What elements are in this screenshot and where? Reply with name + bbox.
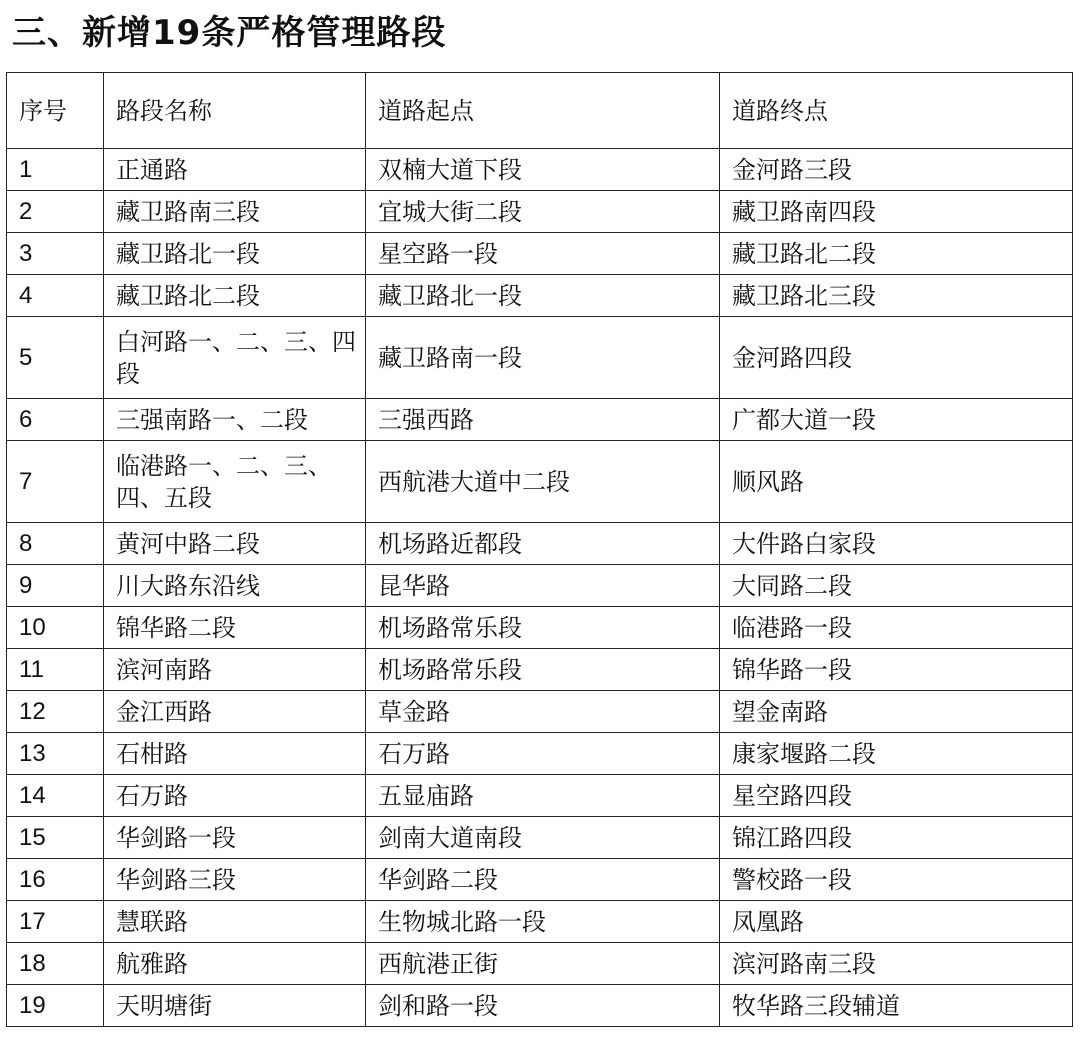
road-name: 石万路 [104, 775, 366, 817]
road-end: 锦华路一段 [720, 649, 1073, 691]
road-end: 锦江路四段 [720, 817, 1073, 859]
road-start: 生物城北路一段 [366, 901, 720, 943]
road-name: 华剑路一段 [104, 817, 366, 859]
page-title: 三、新增19条严格管理路段 [12, 13, 447, 53]
table-row [7, 441, 1073, 523]
road-name: 藏卫路北一段 [104, 233, 366, 275]
road-end: 藏卫路北二段 [720, 233, 1073, 275]
road-name: 白河路一、二、三、四段 [104, 317, 366, 399]
road-end: 临港路一段 [720, 607, 1073, 649]
road-name: 三强南路一、二段 [104, 399, 366, 441]
row-number: 18 [7, 943, 104, 985]
table-row [7, 317, 1073, 399]
road-name: 天明塘街 [104, 985, 366, 1027]
road-name: 华剑路三段 [104, 859, 366, 901]
row-number: 7 [7, 441, 104, 523]
header-end-point: 道路终点 [720, 73, 1073, 149]
row-number: 1 [7, 149, 104, 191]
table-row [7, 775, 1073, 817]
road-start: 双楠大道下段 [366, 149, 720, 191]
road-end: 警校路一段 [720, 859, 1073, 901]
table-row [7, 691, 1073, 733]
row-number: 3 [7, 233, 104, 275]
table-row [7, 943, 1073, 985]
road-end: 大件路白家段 [720, 523, 1073, 565]
row-number: 14 [7, 775, 104, 817]
row-number: 9 [7, 565, 104, 607]
road-end: 牧华路三段辅道 [720, 985, 1073, 1027]
road-name: 滨河南路 [104, 649, 366, 691]
road-start: 藏卫路南一段 [366, 317, 720, 399]
table-row [7, 399, 1073, 441]
road-end: 藏卫路北三段 [720, 275, 1073, 317]
header-number: 序号 [7, 73, 104, 149]
road-start: 西航港正街 [366, 943, 720, 985]
row-number: 5 [7, 317, 104, 399]
road-name: 藏卫路北二段 [104, 275, 366, 317]
road-end: 星空路四段 [720, 775, 1073, 817]
road-start: 华剑路二段 [366, 859, 720, 901]
road-end: 金河路四段 [720, 317, 1073, 399]
table-row [7, 523, 1073, 565]
row-number: 6 [7, 399, 104, 441]
table-row [7, 985, 1073, 1027]
road-end: 康家堰路二段 [720, 733, 1073, 775]
road-name: 临港路一、二、三、四、五段 [104, 441, 366, 523]
road-name: 川大路东沿线 [104, 565, 366, 607]
table-row [7, 275, 1073, 317]
road-start: 机场路常乐段 [366, 649, 720, 691]
table-header-row [7, 73, 1073, 149]
road-end: 大同路二段 [720, 565, 1073, 607]
road-end: 望金南路 [720, 691, 1073, 733]
road-start: 五显庙路 [366, 775, 720, 817]
table-row [7, 565, 1073, 607]
road-start: 机场路近都段 [366, 523, 720, 565]
road-start: 昆华路 [366, 565, 720, 607]
header-road-name: 路段名称 [104, 73, 366, 149]
road-start: 三强西路 [366, 399, 720, 441]
table-row [7, 191, 1073, 233]
road-start: 剑南大道南段 [366, 817, 720, 859]
row-number: 10 [7, 607, 104, 649]
row-number: 4 [7, 275, 104, 317]
table-row [7, 733, 1073, 775]
road-name: 黄河中路二段 [104, 523, 366, 565]
road-end: 滨河路南三段 [720, 943, 1073, 985]
row-number: 16 [7, 859, 104, 901]
road-name: 石柑路 [104, 733, 366, 775]
road-start: 草金路 [366, 691, 720, 733]
road-name: 航雅路 [104, 943, 366, 985]
road-name: 金江西路 [104, 691, 366, 733]
road-start: 机场路常乐段 [366, 607, 720, 649]
road-end: 凤凰路 [720, 901, 1073, 943]
road-start: 剑和路一段 [366, 985, 720, 1027]
table-row [7, 149, 1073, 191]
road-start: 藏卫路北一段 [366, 275, 720, 317]
row-number: 19 [7, 985, 104, 1027]
road-table [6, 72, 1073, 1027]
table-row [7, 901, 1073, 943]
road-start: 西航港大道中二段 [366, 441, 720, 523]
road-name: 藏卫路南三段 [104, 191, 366, 233]
road-start: 星空路一段 [366, 233, 720, 275]
row-number: 8 [7, 523, 104, 565]
road-end: 藏卫路南四段 [720, 191, 1073, 233]
road-end: 广都大道一段 [720, 399, 1073, 441]
road-end: 金河路三段 [720, 149, 1073, 191]
road-end: 顺风路 [720, 441, 1073, 523]
table-row [7, 859, 1073, 901]
row-number: 12 [7, 691, 104, 733]
table-row [7, 233, 1073, 275]
road-start: 石万路 [366, 733, 720, 775]
row-number: 2 [7, 191, 104, 233]
road-name: 正通路 [104, 149, 366, 191]
header-start-point: 道路起点 [366, 73, 720, 149]
road-name: 锦华路二段 [104, 607, 366, 649]
table-row [7, 649, 1073, 691]
row-number: 11 [7, 649, 104, 691]
road-start: 宜城大街二段 [366, 191, 720, 233]
row-number: 17 [7, 901, 104, 943]
road-name: 慧联路 [104, 901, 366, 943]
row-number: 15 [7, 817, 104, 859]
table-row [7, 607, 1073, 649]
table-row [7, 817, 1073, 859]
row-number: 13 [7, 733, 104, 775]
